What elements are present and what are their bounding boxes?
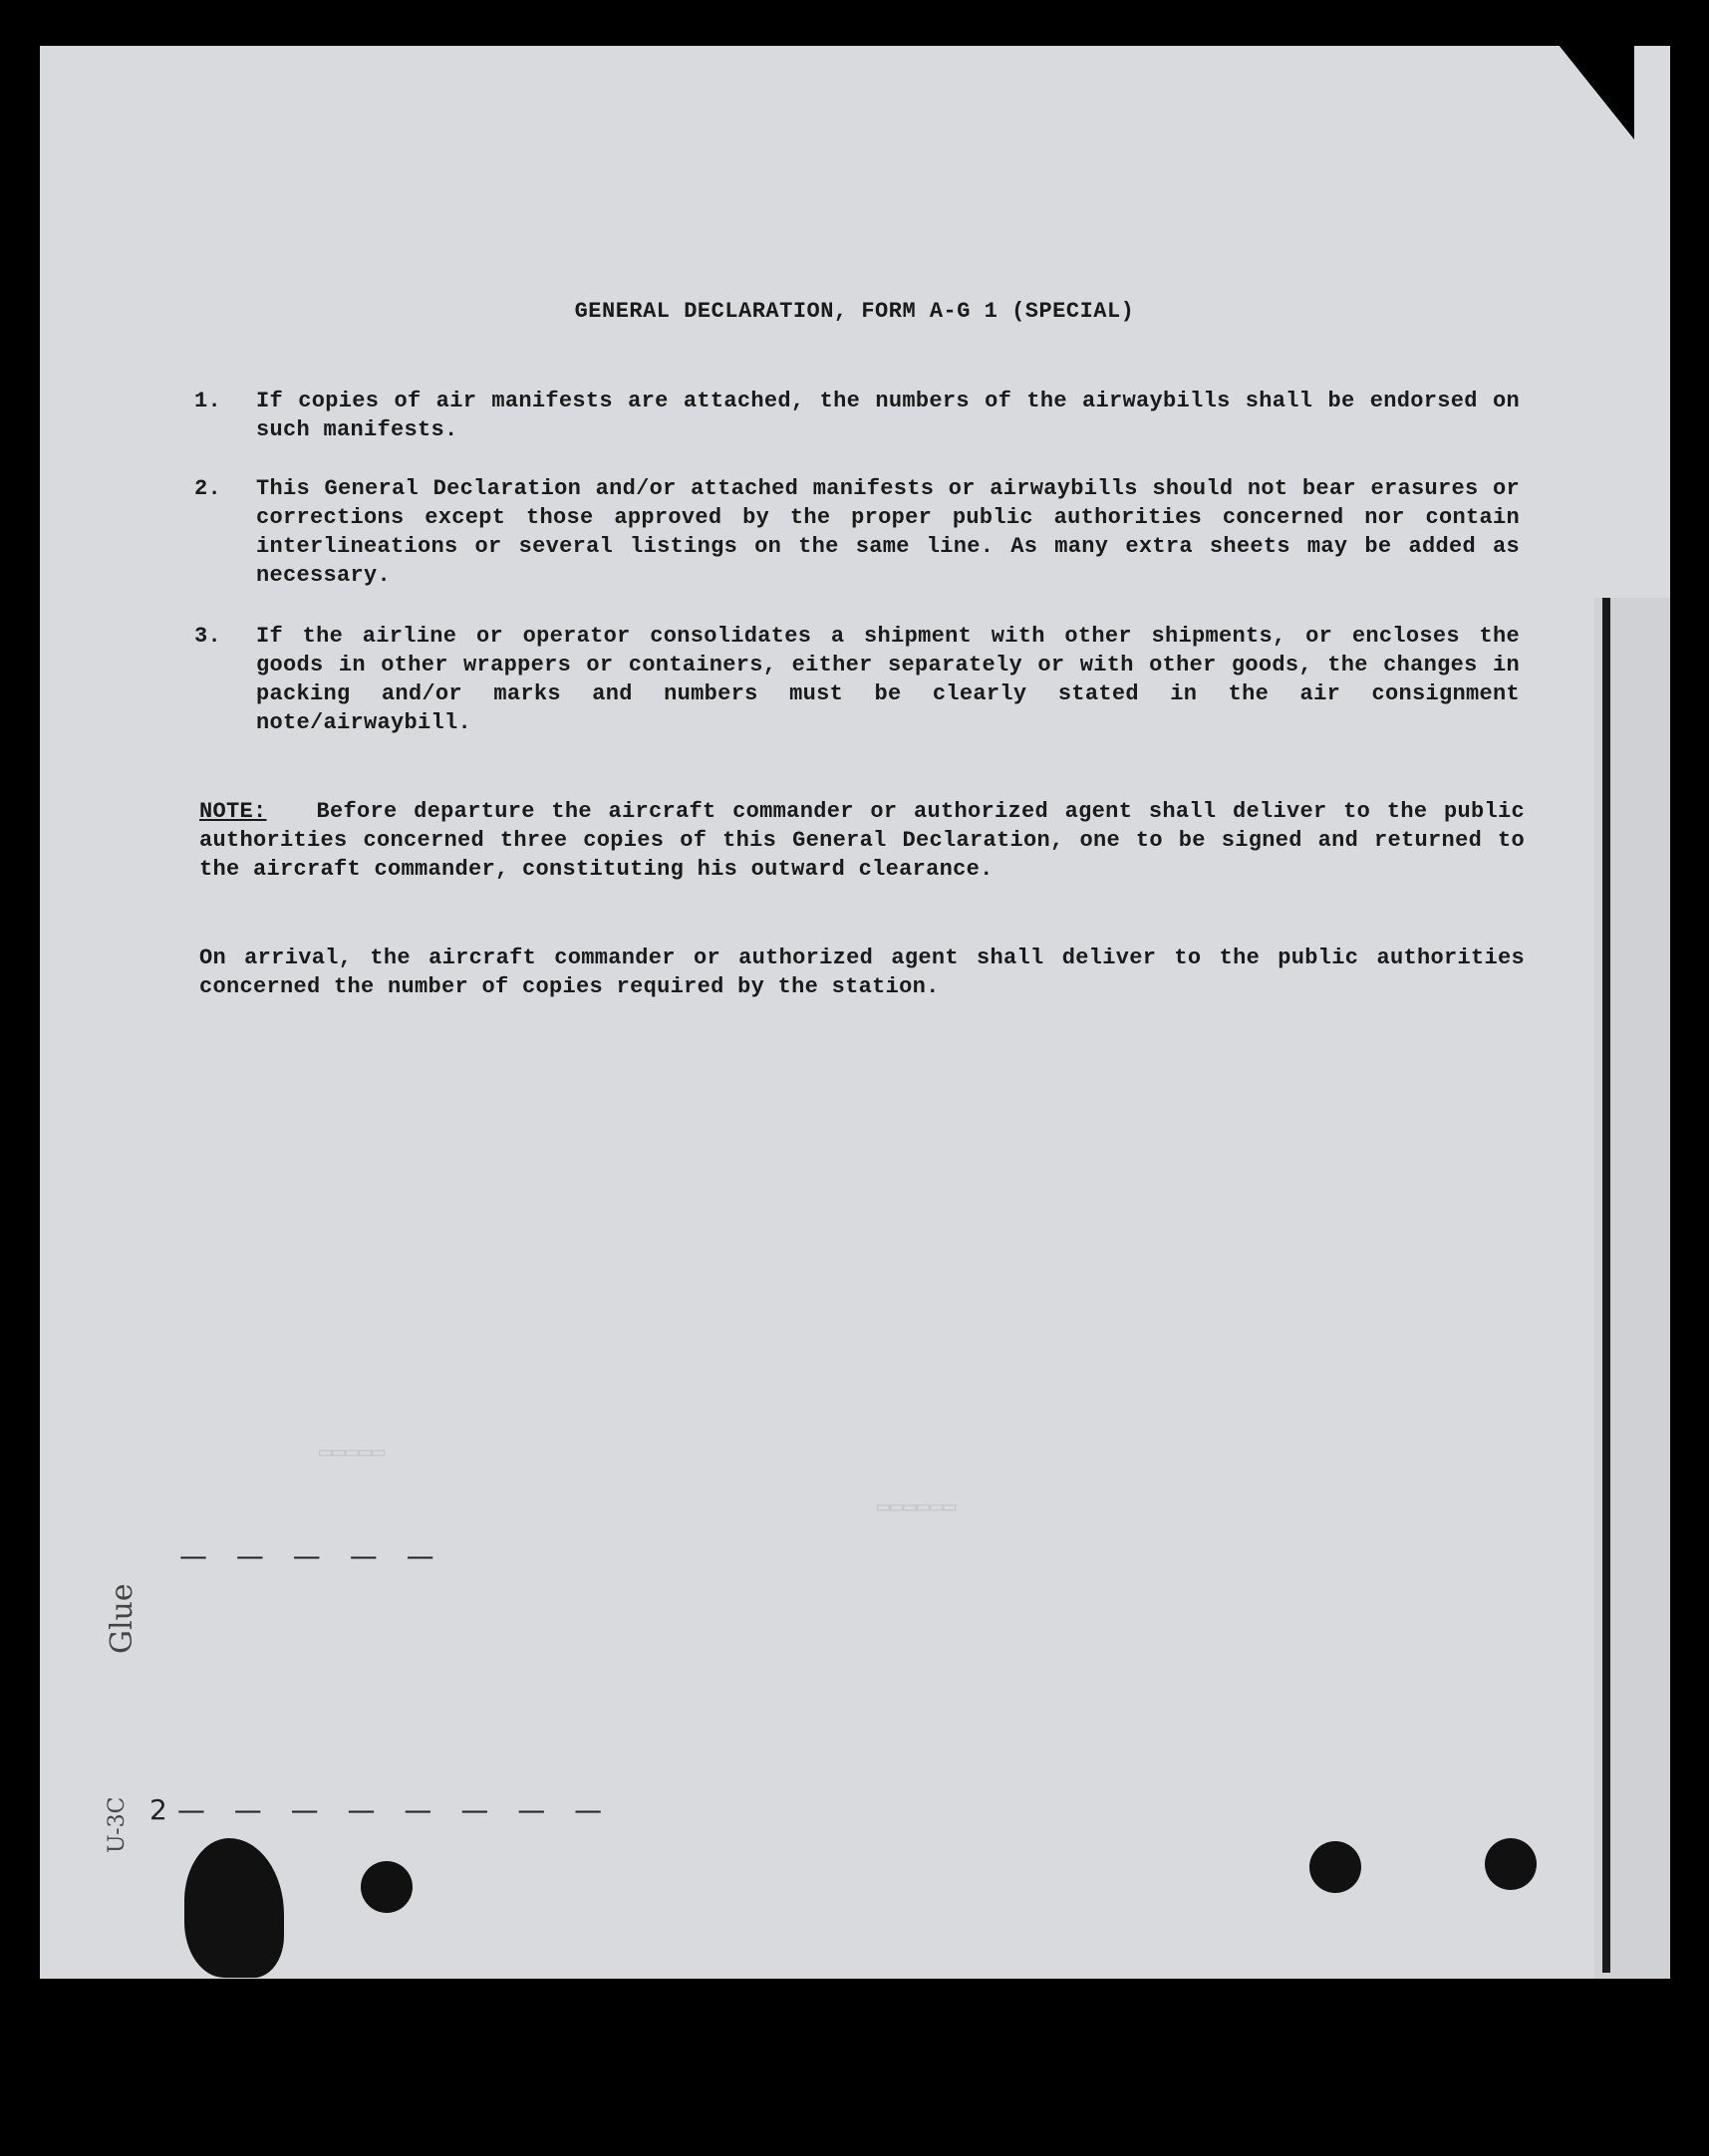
punch-hole [1309,1841,1361,1893]
folded-corner [1555,40,1634,139]
pencil-dash-line: 2— — — — — — — — [149,1793,613,1826]
instruction-item-1 [194,387,1520,444]
bleed-through-mark: ▭▭▭▭▭ [319,1441,386,1466]
document-page [40,46,1670,1979]
arrival-paragraph: On arrival, the aircraft commander or authorized agent shall deliver to the public authorities concerned the number of copies required by the station. [199,945,1525,999]
margin-mark: 2 [149,1793,177,1826]
item-text: This General Declaration and/or attached manifests or airwaybills should not bear erasures or corrections except those approved by the proper public authorities concerned nor contain interlineations or several listings on the same line. As many extra sheets may be added as necessary. [256,476,1520,588]
punch-hole [1485,1838,1537,1890]
punch-hole [361,1861,413,1913]
instruction-item-3 [194,622,1520,737]
pencil-dash-line: — — — — — [179,1539,444,1572]
note-paragraph [199,797,1525,884]
item-number: 1. [194,389,222,413]
note-label: NOTE: [199,799,267,824]
handwritten-margin-code: U-3C [105,1796,130,1853]
note-text: Before departure the aircraft commander or authorized agent shall deliver to the public authorities concerned three copies of this General Declaration, one to be signed and returned to the aircraft commander, constituting his outward clearance. [199,799,1525,882]
item-number: 2. [194,476,222,501]
document-title: GENERAL DECLARATION, FORM A-G 1 (SPECIAL) [574,299,1135,324]
instruction-item-2 [194,474,1520,590]
item-text: If copies of air manifests are attached, the numbers of the airwaybills shall be endorsed on such manifests. [256,389,1520,442]
item-text: If the airline or operator consolidates a shipment with other shipments, or encloses the goods in other wrappers or containers, either separately or with other goods, the changes in packing and/or marks and numbers must be clearly stated in the air consignment note/airwaybill. [256,624,1520,735]
bleed-through-mark: ▭▭▭▭▭▭ [877,1495,957,1520]
item-number: 3. [194,624,222,649]
handwritten-margin-note: Glue [105,1583,140,1654]
page-shadow-edge [1602,598,1610,1973]
